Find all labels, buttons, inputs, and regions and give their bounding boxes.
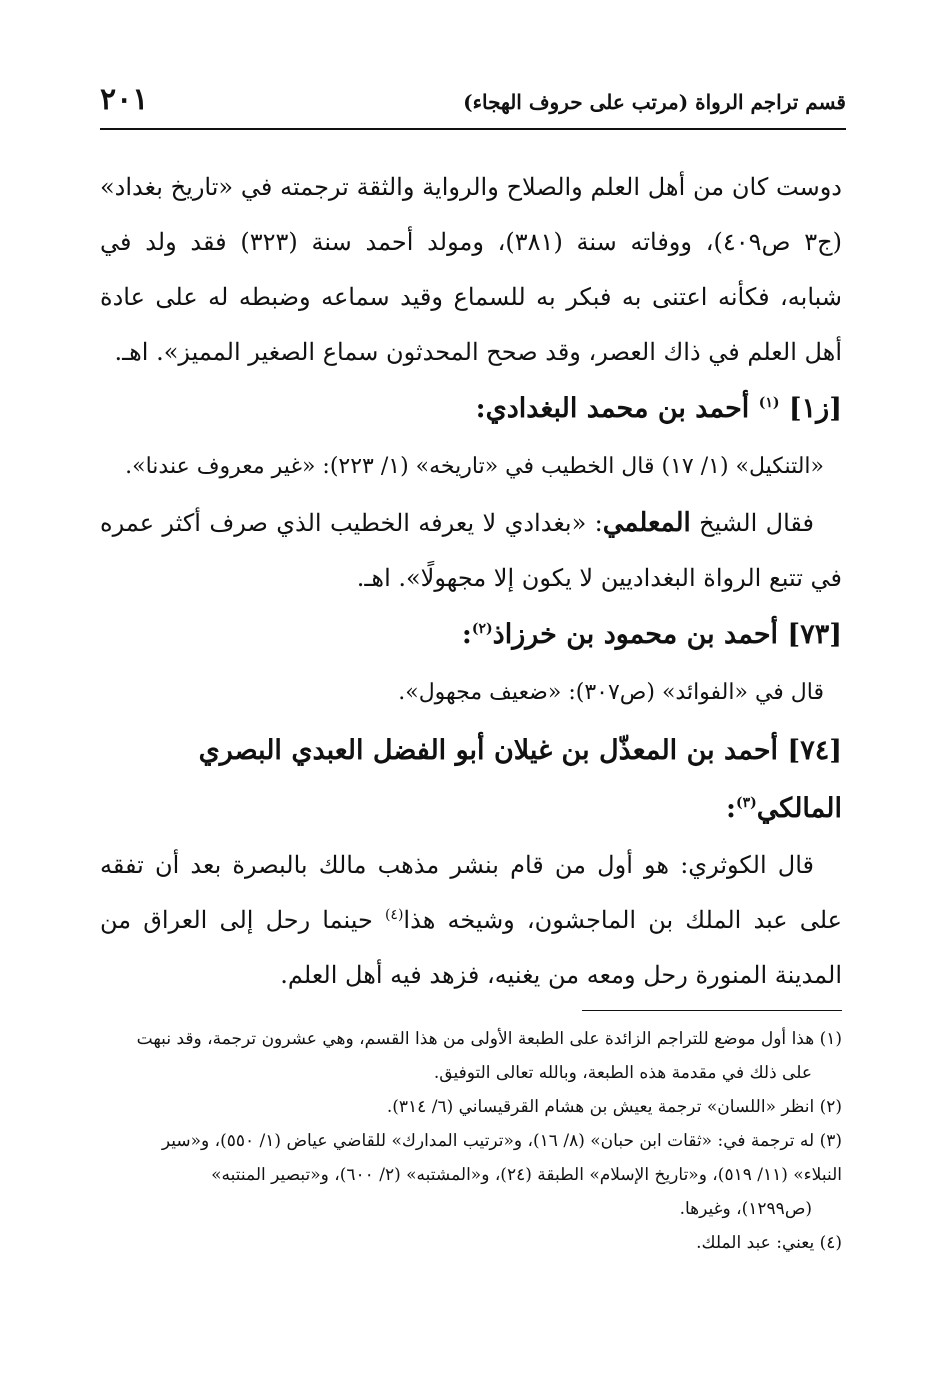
entry-name: أحمد بن محمود بن خرزاذ	[492, 619, 779, 650]
running-title: قسم تراجم الرواة (مرتب على حروف الهجاء)	[463, 90, 846, 114]
muallimi-text: : «بغدادي لا يعرفه الخطيب الذي صرف أكثر عمره في تتبع الرواة البغداديين لا يكون إلا مجهولًا». اهـ.	[100, 509, 842, 592]
paragraph-muallimi	[100, 496, 842, 606]
entry-number: [٧٤]	[787, 735, 842, 766]
footnote-marker: (٢)	[471, 621, 493, 637]
footnote-3	[100, 1124, 842, 1226]
entry-heading-z1	[100, 380, 842, 438]
entry-number: [٧٣]	[787, 619, 842, 650]
footnote-separator	[582, 1010, 842, 1011]
entry-name: أحمد بن المعذّل بن غيلان أبو الفضل العبدي البصري المالكي	[198, 735, 842, 824]
page-number: ٢٠١	[100, 82, 149, 117]
entry-number: [ز١]	[788, 393, 842, 424]
footnote-1	[100, 1022, 842, 1090]
footnotes	[100, 1022, 842, 1260]
entry-heading-73	[100, 606, 842, 664]
main-text	[100, 160, 842, 1003]
footnote-marker: (٣)	[736, 795, 757, 811]
footnote-4: (٤) يعني: عبد الملك.	[696, 1233, 842, 1253]
kawthari-text-cont: حينما رحل إلى العراق من المدينة المنورة رحل ومعه من يغنيه، فزهد فيه أهل العلم.	[100, 906, 842, 989]
paragraph-kawthari	[100, 838, 842, 1003]
footnote-3-line-2: النبلاء» (١١/ ٥١٩)، و«تاريخ الإسلام» الطبقة (٢٤)، و«المشتبه» (٢/ ٦٠٠)، و«تبصير المنتبه»	[211, 1165, 842, 1185]
footnote-3-line-3: (ص١٢٩٩)، وغيرها.	[679, 1199, 812, 1219]
fawaid-quote: قال في «الفوائد» (ص٣٠٧): «ضعيف مجهول».	[398, 680, 824, 705]
entry-name: أحمد بن محمد البغدادي:	[475, 393, 750, 424]
footnote-marker: (١)	[758, 395, 780, 411]
footnote-1-line-1: (١) هذا أول موضع للتراجم الزائدة على الطبعة الأولى من هذا القسم، وهي عشرون ترجمة، وقد نبهت	[136, 1029, 842, 1049]
footnote-1-line-2: على ذلك في مقدمة هذه الطبعة، وبالله تعالى التوفيق.	[433, 1063, 812, 1083]
entry-heading-74	[100, 722, 842, 838]
paragraph-dost: دوست كان من أهل العلم والصلاح والرواية والثقة ترجمته في «تاريخ بغداد» (ج٣ ص٤٠٩)، ووفاته سنة (٣٨١)، ومولد أحمد سنة (٣٢٣) فقد ولد في شبابه، فكأنه اعتنى به فبكر به للسماع وقيد سماعه وضبطه له على عادة أهل العلم في ذاك العصر، وقد صحح المحدثون سماع الصغير المميز». اهـ.	[100, 173, 843, 366]
muallimi-name: المعلمي	[602, 508, 691, 538]
page-header	[100, 78, 846, 122]
muallimi-intro: فقال الشيخ	[690, 509, 815, 537]
entry-colon: :	[726, 793, 736, 824]
header-rule	[100, 128, 846, 130]
entry-colon: :	[461, 619, 472, 650]
footnote-3-line-1: (٣) له ترجمة في: «ثقات ابن حبان» (٨/ ١٦)، و«ترتيب المدارك» للقاضي عياض (١/ ٥٥٠)، و«سير	[161, 1131, 842, 1151]
tankil-quote: «التنكيل» (١/ ١٧) قال الخطيب في «تاريخه» (١/ ٢٢٣): «غير معروف عندنا».	[125, 454, 824, 479]
kawthari-text: قال الكوثري: هو أول من قام بنشر مذهب مالك بالبصرة بعد أن تفقه على عبد الملك بن الماجشون، وشيخه هذا	[100, 851, 842, 934]
footnote-2: (٢) انظر «اللسان» ترجمة يعيش بن هشام القرقيساني (٦/ ٣١٤).	[386, 1097, 842, 1117]
footnote-marker: (٤)	[384, 907, 404, 923]
